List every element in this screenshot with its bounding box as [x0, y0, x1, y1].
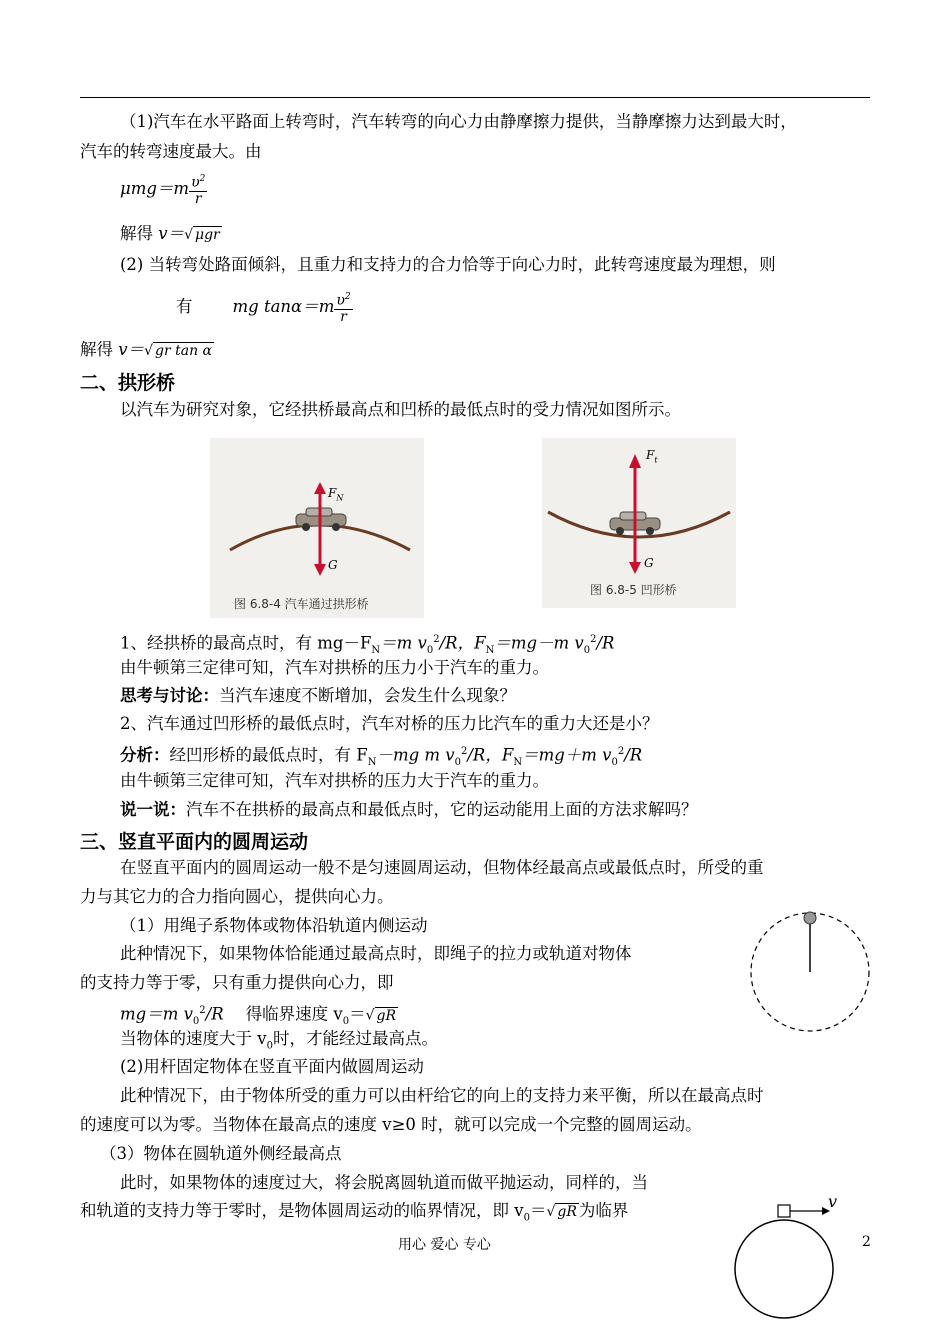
section3-intro1: 在竖直平面内的圆周运动一般不是匀速圆周运动，但物体经最高点或最低点时，所受的重	[120, 858, 764, 877]
fig2-force-down-label: G	[644, 556, 654, 570]
section3-intro2: 力与其它力的合力指向圆心，提供向心力。	[80, 887, 394, 906]
case2-line2: 的速度可以为零。当物体在最高点的速度 v≥0 时，就可以完成一个完整的圆周运动。	[80, 1115, 702, 1134]
case1-line1: 此种情况下，如果物体恰能通过最高点时，即绳子的拉力或轨道对物体	[120, 944, 632, 963]
case2-line1: 此种情况下，由于物体所受的重力可以由杆给它的向上的支持力来平衡，所以在最高点时	[120, 1086, 764, 1105]
case3-line2: 和轨道的支持力等于零时，是物体圆周运动的临界情况，即 $v_0=√$ gR 为临界	[80, 1201, 629, 1224]
say: 说一说：汽车不在拱桥的最高点和最低点时，它的运动能用上面的方法求解吗？	[120, 800, 698, 819]
newton2: 由牛顿第三定律可知，汽车对拱桥的压力大于汽车的重力。	[120, 771, 549, 790]
case1-line3: 当物体的速度大于 $v_0$时，才能经过最高点。	[120, 1029, 438, 1052]
item1: 1、经拱桥的最高点时，有 $mg-F_N=m$ $v_0^2/R$，$F_N=mg-m$ $v_0^2/R$	[120, 633, 615, 656]
fig2-force-up-label: $F_t$	[646, 448, 658, 465]
sol1: 解得 v＝√ μgr	[120, 224, 220, 243]
arch-bridge-diagram	[210, 438, 424, 618]
case1-line2: 的支持力等于零，只有重力提供向心力，即	[80, 973, 394, 992]
p1-line2: 汽车的转弯速度最大。由	[80, 142, 262, 161]
figure-concave-bridge	[542, 438, 736, 608]
footer-motto: 用心 爱心 专心	[398, 1237, 491, 1253]
fig1-force-up-label: $F_N$	[328, 486, 344, 503]
section2-heading: 二、拱形桥	[80, 372, 176, 394]
eq1-fraction: $\frac{\upsilon^2}{r}$	[191, 174, 206, 207]
page-number: 2	[862, 1234, 871, 1250]
sol2: 解得 v＝√ gr tan α	[80, 340, 212, 359]
eq1	[120, 172, 207, 207]
case3-title: （3）物体在圆轨道外侧经最高点	[100, 1144, 342, 1163]
figure-outer-track	[730, 1192, 850, 1328]
eq1-lhs: μmg＝m	[120, 178, 190, 198]
case3-line1: 此时，如果物体的速度过大，将会脱离圆轨道而做平抛运动，同样的，当	[120, 1173, 648, 1192]
fig2-caption: 图 6.8-5 凹形桥	[590, 583, 677, 597]
header-rule	[80, 97, 870, 98]
section2-intro: 以汽车为研究对象，它经拱桥最高点和凹桥的最低点时的受力情况如图所示。	[120, 400, 681, 419]
p1-line1: （1)汽车在水平路面上转弯时，汽车转弯的向心力由静摩擦力提供，当静摩擦力达到最大时，	[120, 112, 797, 131]
eq2: 有 mg tanα＝m $\frac{\upsilon^2}{r}$	[176, 292, 351, 325]
fig4-velocity-label: v	[828, 1192, 838, 1211]
fig1-caption: 图 6.8-4 汽车通过拱形桥	[234, 597, 369, 611]
p2-line1: (2) 当转弯处路面倾斜，且重力和支持力的合力恰等于向心力时，此转弯速度最为理想，则	[120, 255, 776, 274]
figure-arch-bridge	[210, 438, 424, 618]
newton1: 由牛顿第三定律可知，汽车对拱桥的压力小于汽车的重力。	[120, 658, 549, 677]
analysis: 分析：经凹形桥的最低点时，有 $F_N-mg$ m $v_0^2/R$，$F_N=mg+m$ $v_0^2/R$	[120, 745, 643, 768]
think: 思考与讨论：当汽车速度不断增加，会发生什么现象？	[120, 686, 516, 705]
figure-rope-circle	[748, 908, 872, 1038]
case1-equation: mg＝m $v_0^2/R$ 得临界速度 $v_0=√$ gR	[120, 1004, 397, 1027]
fig1-force-down-label: G	[328, 558, 338, 572]
case2-title: (2)用杆固定物体在竖直平面内做圆周运动	[120, 1057, 424, 1076]
item2: 2、汽车通过凹形桥的最低点时，汽车对桥的压力比汽车的重力大还是小？	[120, 714, 659, 733]
case1-title: （1）用绳子系物体或物体沿轨道内侧运动	[120, 916, 428, 935]
section3-heading: 三、竖直平面内的圆周运动	[80, 831, 309, 853]
